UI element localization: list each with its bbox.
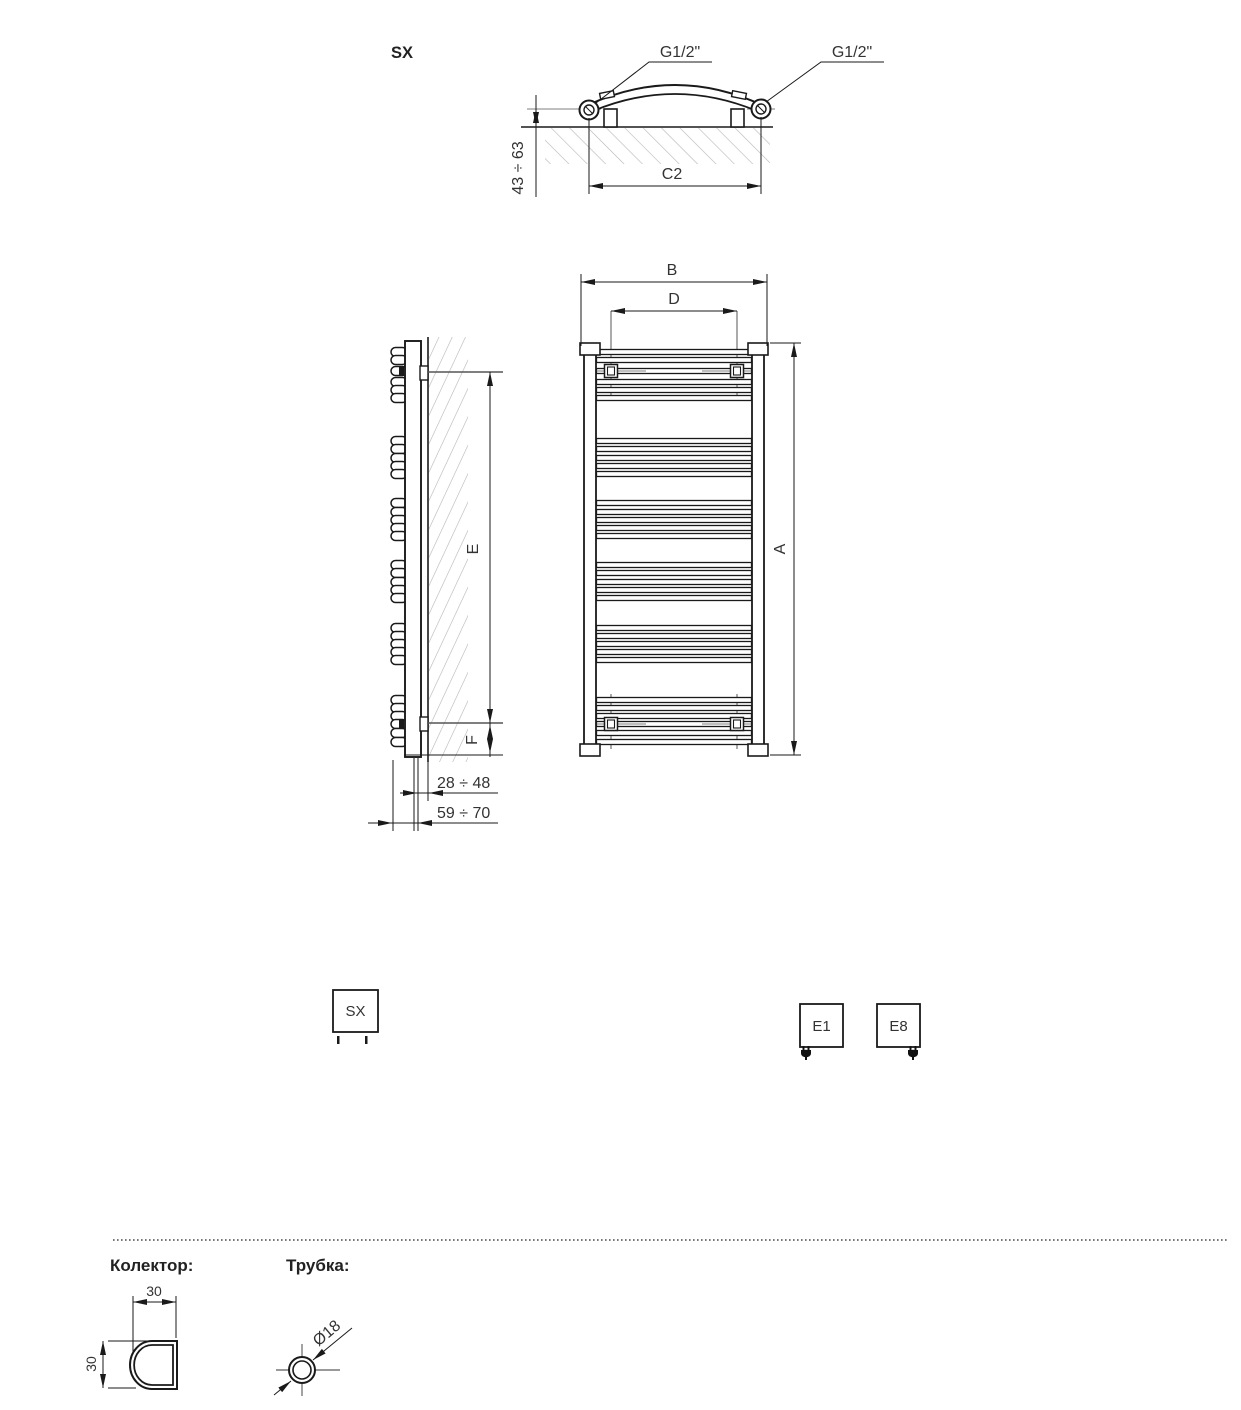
wall-hatch-side-view bbox=[429, 337, 468, 762]
top-view bbox=[391, 44, 884, 197]
legend-section bbox=[83, 1240, 1228, 1396]
collector-cap-bl bbox=[580, 744, 600, 756]
bracket-clamp-top bbox=[399, 367, 404, 375]
thread-label-right: G1/2" bbox=[831, 44, 873, 61]
plug-stem bbox=[912, 1057, 914, 1061]
front-rung bbox=[597, 358, 752, 363]
collector-side-view bbox=[405, 341, 421, 757]
front-rung bbox=[597, 447, 752, 452]
plug-icon bbox=[801, 1046, 811, 1060]
variant-label-e8: E8 bbox=[889, 1018, 908, 1035]
collector-left bbox=[584, 354, 596, 745]
front-rung bbox=[597, 396, 752, 401]
front-rung bbox=[597, 510, 752, 515]
collector-cap-tl bbox=[580, 343, 600, 355]
front-rung bbox=[597, 731, 752, 736]
wall-bracket-right bbox=[731, 109, 744, 127]
dim-e-label: E bbox=[465, 543, 482, 555]
front-rung bbox=[597, 626, 752, 631]
front-rung bbox=[597, 714, 752, 719]
side-view bbox=[368, 337, 503, 831]
bracket-tab-right bbox=[732, 91, 747, 100]
collector-right bbox=[752, 354, 764, 745]
front-rungs bbox=[597, 350, 752, 745]
front-rung bbox=[597, 518, 752, 523]
front-rung bbox=[597, 658, 752, 663]
tube-heading: Трубка: bbox=[286, 1256, 350, 1275]
front-rung bbox=[597, 501, 752, 506]
front-rung bbox=[597, 380, 752, 385]
side-bracket-bottom bbox=[420, 717, 428, 731]
collector-cap-tr bbox=[748, 343, 768, 355]
front-rung bbox=[597, 698, 752, 703]
dim-d-label: D bbox=[668, 291, 680, 308]
dim-b-label: B bbox=[666, 262, 678, 279]
front-rung bbox=[597, 350, 752, 355]
front-rung bbox=[597, 580, 752, 585]
front-view bbox=[580, 262, 801, 756]
collector-profile-inner bbox=[134, 1345, 173, 1385]
wall-hatch-top-view bbox=[545, 128, 770, 164]
leader-line-right bbox=[766, 62, 884, 102]
sx-connection-tick-right bbox=[365, 1036, 368, 1044]
collector-width-label: 30 bbox=[146, 1283, 162, 1299]
front-rung bbox=[597, 650, 752, 655]
front-rung bbox=[597, 596, 752, 601]
dim-f-label: F bbox=[464, 735, 481, 745]
front-rung bbox=[597, 571, 752, 576]
front-rung bbox=[597, 588, 752, 593]
plug-icon bbox=[908, 1046, 918, 1060]
plug-stem bbox=[805, 1057, 807, 1061]
front-rung bbox=[597, 706, 752, 711]
dim-c2-label: C2 bbox=[661, 166, 683, 183]
front-rung bbox=[597, 642, 752, 647]
dim-depth-label: 43 ÷ 63 bbox=[510, 141, 527, 195]
wall-bracket-left bbox=[604, 109, 617, 127]
bracket-clamp-bottom bbox=[399, 720, 404, 728]
collector-cap-br bbox=[748, 744, 768, 756]
plug-body-round bbox=[801, 1050, 811, 1058]
sx-connection-tick-left bbox=[337, 1036, 340, 1044]
variant-label-e1: E1 bbox=[812, 1018, 831, 1035]
dim-bracket-range-label: 28 ÷ 48 bbox=[437, 775, 491, 792]
collector-height-label: 30 bbox=[83, 1356, 99, 1372]
dim-a-label: A bbox=[772, 543, 789, 555]
front-brackets bbox=[605, 365, 744, 731]
front-rung bbox=[597, 439, 752, 444]
tube-dim-leader-lower bbox=[274, 1381, 291, 1395]
front-rung bbox=[597, 534, 752, 539]
thread-label-left: G1/2" bbox=[659, 44, 701, 61]
front-rung bbox=[597, 464, 752, 469]
front-rung bbox=[597, 456, 752, 461]
plug-body-round bbox=[908, 1050, 918, 1058]
tube-inner-circle bbox=[293, 1361, 311, 1379]
front-rung bbox=[597, 634, 752, 639]
front-rung bbox=[597, 740, 752, 745]
collector-heading: Колектор: bbox=[110, 1256, 194, 1275]
front-rung bbox=[597, 472, 752, 477]
front-rung bbox=[597, 526, 752, 531]
front-rung bbox=[597, 563, 752, 568]
variant-symbols bbox=[333, 990, 920, 1060]
model-title: SX bbox=[390, 44, 414, 62]
tube-diameter-label: Ø18 bbox=[310, 1317, 345, 1350]
front-rung bbox=[597, 388, 752, 393]
side-bracket-top bbox=[420, 366, 428, 380]
variant-label-sx: SX bbox=[345, 1003, 366, 1020]
dim-depth-range-label: 59 ÷ 70 bbox=[437, 805, 491, 822]
